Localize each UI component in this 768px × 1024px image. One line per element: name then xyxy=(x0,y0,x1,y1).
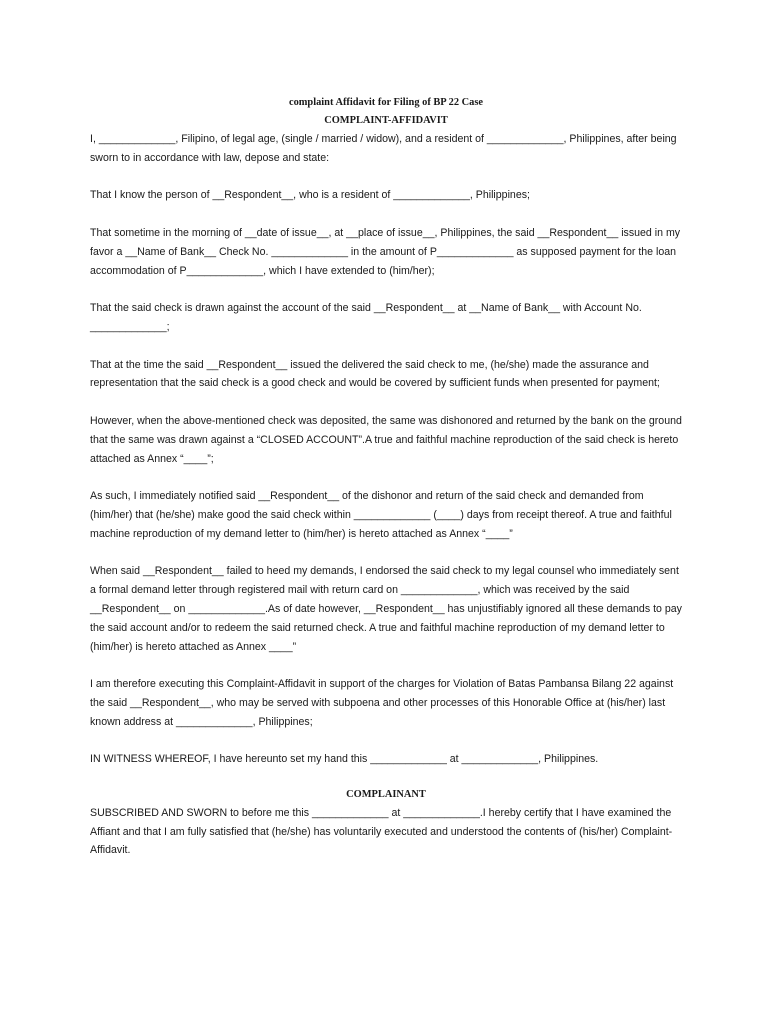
document-title: complaint Affidavit for Filing of BP 22 Case xyxy=(288,97,484,108)
paragraph-executing: I am therefore executing this Complaint-Affidavit in support of the charges for Violation of Batas Pambansa Bilang 22 against the said __Respondent__, who may be served with subpoena and other processes of this Honorable Office at (his/her) last known address at _____________, Philippines; xyxy=(90,678,674,728)
paragraph-check-issued: That sometime in the morning of __date of issue__, at __place of issue__, Philippines, the said __Respondent__ issued in my favor a __Name of Bank__ Check No. _____________ in the amount of P_____________ as supposed payment for the loan accommodation of P_____________, which I have extended to (him/her); xyxy=(90,226,681,277)
paragraph-assurance: That at the time the said __Respondent__ issued the delivered the said check to me, (he/she) made the assurance and representation that the said check is a good check and would be covered by sufficient funds when presented for payment; xyxy=(90,358,660,390)
paragraph-witness: IN WITNESS WHEREOF, I have hereunto set my hand this _____________ at _____________, Philippines. xyxy=(90,753,599,766)
paragraph-demand-letter: When said __Respondent__ failed to heed my demands, I endorsed the said check to my legal counsel who immediately sent a formal demand letter through registered mail with return card on _____________, which was received by the said __Respondent__ on _____________.As of date however, __Respondent__ has unjustifiably ignored all these demands to pay the said account and/or to redeem the said returned check. A true and faithful machine reproduction of my demand letter to (him/her) is hereto attached as Annex ____” xyxy=(90,565,682,653)
paragraph-check-account: That the said check is drawn against the account of the said __Respondent__ at __Name of Bank__ with Account No. _____________; xyxy=(90,302,642,333)
paragraph-jurat: SUBSCRIBED AND SWORN to before me this _____________ at _____________.I hereby certify that I have examined the Affiant and that I am fully satisfied that (he/she) has voluntarily executed and understood the contents of (his/her) Complaint-Affidavit. xyxy=(90,806,673,857)
document-page xyxy=(90,96,682,860)
document-subtitle: COMPLAINT-AFFIDAVIT xyxy=(324,115,448,126)
paragraph-dishonored: However, when the above-mentioned check was deposited, the same was dishonored and returned by the bank on the ground that the same was drawn against a “CLOSED ACCOUNT”.A true and faithful machine reproduction of the said check is hereto attached as Annex “____”; xyxy=(90,414,682,465)
paragraph-know-respondent: That I know the person of __Respondent__, who is a resident of _____________, Philippines; xyxy=(90,189,530,202)
complainant-label: COMPLAINANT xyxy=(346,788,426,800)
paragraph-notified: As such, I immediately notified said __Respondent__ of the dishonor and return of the said check and demanded from (him/her) that (he/she) make good the said check within _____________ (____) days from receipt thereof. A true and faithful machine reproduction of my demand letter to (him/her) is hereto attached as Annex “____” xyxy=(90,490,672,540)
paragraph-affiant-intro: I, _____________, Filipino, of legal age, (single / married / widow), and a resident of _____________, Philippines, after being sworn to in accordance with law, depose and state: xyxy=(90,133,677,164)
